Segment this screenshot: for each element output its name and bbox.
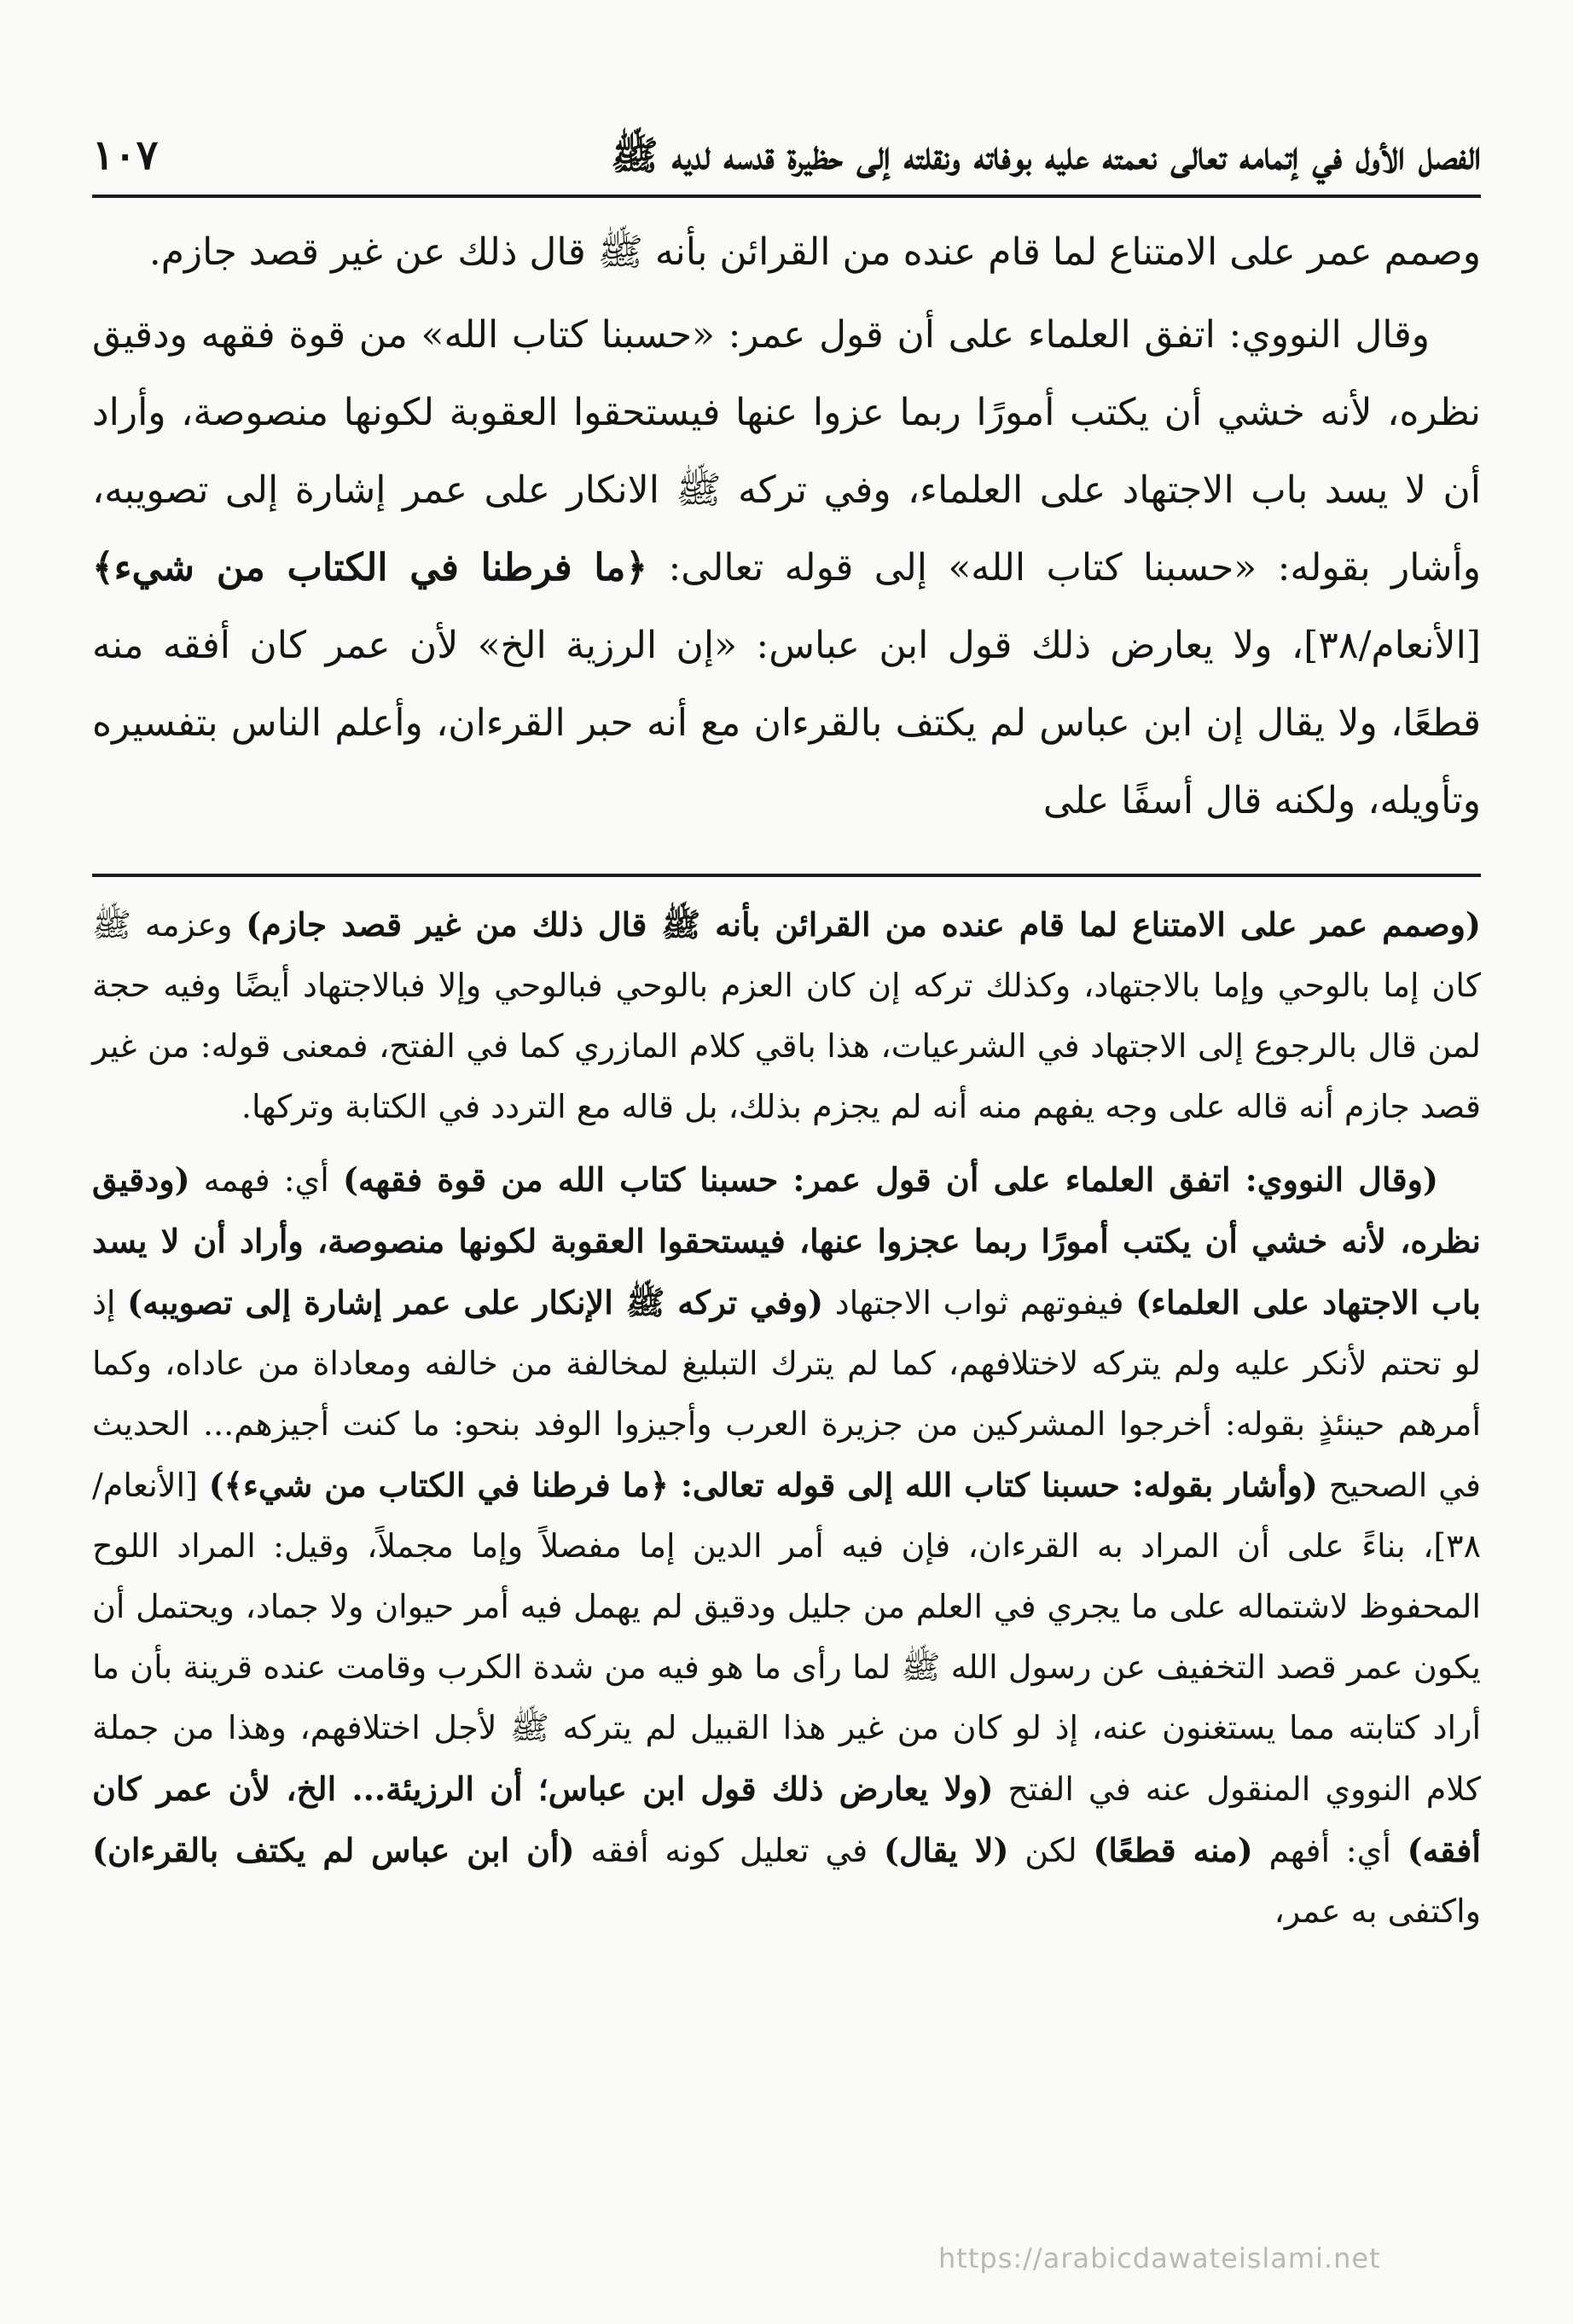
watermark-url: https://arabicdawateislami.net xyxy=(938,2242,1381,2275)
main-text-span: وقال النووي: اتفق العلماء على أن قول عمر: «حسبنا كتاب الله» من قوة فقهه ودقيق نظره، لأنه خشي أن يكتب أمورًا ربما عزوا عنها فيستحقوا العقوبة لكونها منصوصة، وأراد أن لا يسد باب الاجتهاد على العلماء، وفي تركه ﷺ الانكار على عمر إشارة إلى تصويبه، وأشار بقوله: «حسبنا كتاب الله» إلى قوله تعالى: xyxy=(92,313,1481,590)
commentary-text: لكن xyxy=(1008,1832,1094,1869)
commentary-text: أي: فهمه xyxy=(189,1161,343,1199)
running-header xyxy=(92,128,1481,198)
commentary-text: في تعليل كونه أفقه xyxy=(574,1832,884,1869)
quoted-matn: (وفي تركه ﷺ الإنكار على عمر إشارة إلى تصويبه) xyxy=(127,1283,824,1322)
quoted-matn: (ودقيق نظره، لأنه خشي أن يكتب أمورًا ربما عجزوا عنها، فيستحقوا العقوبة لكونها منصوصة، وأراد أن لا يسد باب الاجتهاد على العلماء) xyxy=(92,1160,1481,1322)
commentary-text: واكتفى به عمر، xyxy=(1274,1892,1481,1930)
footnote-divider xyxy=(92,874,1481,877)
main-paragraph xyxy=(92,213,1481,291)
main-text xyxy=(92,213,1481,840)
commentary-text: إذ لو تحتم لأنكر عليه ولم يتركه لاختلافهم، كما لم يترك التبليغ لمخالفة من خالفه ومعاداة من عاداه، وكما أمرهم حينئذٍ بقوله: أخرجوا المشركين من جزيرة العرب وأجيزوا الوفد بنحو: ما كنت أجيزهم... الحديث في الصحيح xyxy=(92,1284,1481,1504)
quoted-matn: (وقال النووي: اتفق العلماء على أن قول عمر: حسبنا كتاب الله من قوة فقهه) xyxy=(342,1160,1438,1199)
quoted-matn: (لا يقال) xyxy=(883,1831,1009,1869)
quoted-matn: (أن ابن عباس لم يكتف بالقرءان) xyxy=(92,1831,575,1869)
book-page xyxy=(92,128,1481,1942)
commentary-paragraph xyxy=(92,1149,1481,1942)
main-text-span: وصمم عمر على الامتناع لما قام عنده من القرائن بأنه ﷺ قال ذلك عن غير قصد جازم. xyxy=(148,230,1481,274)
commentary-section xyxy=(92,894,1481,1942)
page-number: ١٠٧ xyxy=(92,131,159,179)
commentary-text: [الأنعام/ ٣٨]، بناءً على أن المراد به القرءان، فإن فيه أمر الدين إما مفصلاً وإما مجملاً، وقيل: المراد اللوح المحفوظ لاشتماله على ما يجري في العلم من جليل ودقيق لم يهمل فيه أمر حيوان ولا جماد، ويحتمل أن يكون عمر قصد التخفيف عن رسول الله ﷺ لما رأى ما هو فيه من شدة الكرب وقامت عنده قرينة بأن ما أراد كتابته مما يستغنون عنه، إذ لو كان من غير هذا القبيل لم يتركه ﷺ لأجل اختلافهم، وهذا من جملة كلام النووي المنقول عنه في الفتح xyxy=(92,1467,1481,1808)
quoted-matn: (منه قطعًا) xyxy=(1093,1831,1253,1869)
quoted-matn: (وأشار بقوله: حسبنا كتاب الله إلى قوله تعالى: ﴿ما فرطنا في الكتاب من شيء﴾) xyxy=(208,1466,1318,1504)
quoted-matn: (وصمم عمر على الامتناع لما قام عنده من القرائن بأنه ﷺ قال ذلك من غير قصد جازم) xyxy=(246,905,1482,944)
commentary-text: أي: أفهم xyxy=(1252,1832,1408,1869)
main-paragraph xyxy=(92,296,1481,840)
main-text-span: [الأنعام/٣٨]، ولا يعارض ذلك قول ابن عباس: «إن الرزية الخ» لأن عمر كان أفقه منه قطعًا، ولا يقال إن ابن عباس لم يكتف بالقرءان مع أنه حبر القرءان، وأعلم الناس بتفسيره وتأويله، ولكنه قال أسفًا على xyxy=(92,624,1481,822)
commentary-text: فيفوتهم ثواب الاجتهاد xyxy=(823,1284,1136,1322)
commentary-text: وعزمه ﷺ كان إما بالوحي وإما بالاجتهاد، وكذلك تركه إن كان العزم بالوحي فبالوحي وإلا فبالاجتهاد أيضًا وفيه حجة لمن قال بالرجوع إلى الاجتهاد في الشرعيات، هذا باقي كلام المازري كما في الفتح، فمعنى قوله: من غير قصد جازم أنه قاله على وجه يفهم منه أنه لم يجزم بذلك، بل قاله مع التردد في الكتابة وتركها. xyxy=(92,906,1481,1125)
quran-verse: ﴿ما فرطنا في الكتاب من شيء﴾ xyxy=(92,546,648,590)
commentary-paragraph xyxy=(92,894,1481,1137)
quoted-matn: (ولا يعارض ذلك قول ابن عباس؛ أن الرزيئة... الخ، لأن عمر كان أفقه) xyxy=(92,1769,1481,1869)
chapter-title: الفصل الأول في إتمامه تعالى نعمته عليه بوفاته ونقلته إلى حظيرة قدسه لديه ﷺ xyxy=(611,132,1481,178)
